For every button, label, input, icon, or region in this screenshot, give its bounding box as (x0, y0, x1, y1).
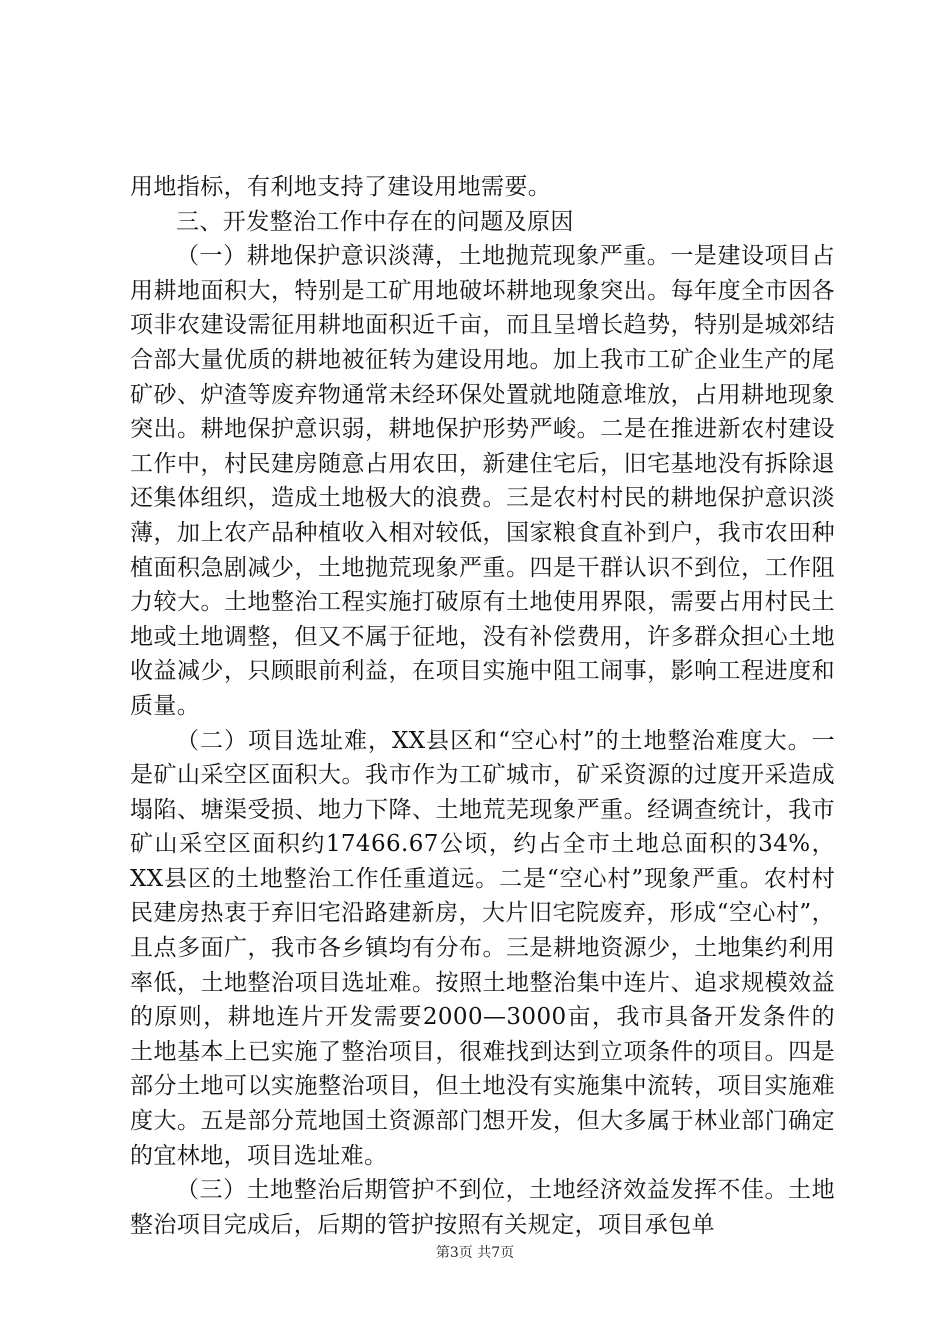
document-body (130, 170, 835, 1242)
paragraph-continuation: 用地指标，有利地支持了建设用地需要。 (130, 174, 552, 200)
paragraph-2: （二）项目选址难，XX县区和“空心村”的土地整治难度大。一是矿山采空区面积大。我市作为工矿城市，矿采资源的过度开采造成塌陷、塘渠受损、地力下降、土地荒芜现象严重。经调查统计，我市矿山采空区面积约17466.67公顷，约占全市土地总面积的34%，XX县区的土地整治工作任重道远。二是“空心村”现象严重。农村村民建房热衷于弃旧宅沿路建新房，大片旧宅院废弃，形成“空心村”，且点多面广，我市各乡镇均有分布。三是耕地资源少，土地集约利用率低，土地整治项目选址难。按照土地整治集中连片、追求规模效益的原则，耕地连片开发需要2000—3000亩，我市具备开发条件的土地基本上已实施了整治项目，很难找到达到立项条件的项目。四是部分土地可以实施整治项目，但土地没有实施集中流转，项目实施难度大。五是部分荒地国土资源部门想开发，但大多属于林业部门确定的宜林地，项目选址难。 (130, 727, 835, 1169)
paragraph-3: （三）土地整治后期管护不到位，土地经济效益发挥不佳。土地整治项目完成后，后期的管护按照有关规定，项目承包单 (130, 1177, 835, 1238)
paragraph-1: （一）耕地保护意识淡薄，土地抛荒现象严重。一是建设项目占用耕地面积大，特别是工矿用地破坏耕地现象突出。每年度全市因各项非农建设需征用耕地面积近千亩，而且呈增长趋势，特别是城郊结合部大量优质的耕地被征转为建设用地。加上我市工矿企业生产的尾矿砂、炉渣等废弃物通常未经环保处置就地随意堆放，占用耕地现象突出。耕地保护意识弱，耕地保护形势严峻。二是在推进新农村建设工作中，村民建房随意占用农田，新建住宅后，旧宅基地没有拆除退还集体组织，造成土地极大的浪费。三是农村村民的耕地保护意识淡薄，加上农产品种植收入相对较低，国家粮食直补到户，我市农田种植面积急剧减少，土地抛荒现象严重。四是干群认识不到位，工作阻力较大。土地整治工程实施打破原有土地使用界限，需要占用村民土地或土地调整，但又不属于征地，没有补偿费用，许多群众担心土地收益减少，只顾眼前利益，在项目实施中阻工闹事，影响工程进度和质量。 (130, 243, 835, 719)
page-footer: 第3页 共7页 (435, 1245, 515, 1261)
section-heading-3: 三、开发整治工作中存在的问题及原因 (176, 208, 574, 235)
